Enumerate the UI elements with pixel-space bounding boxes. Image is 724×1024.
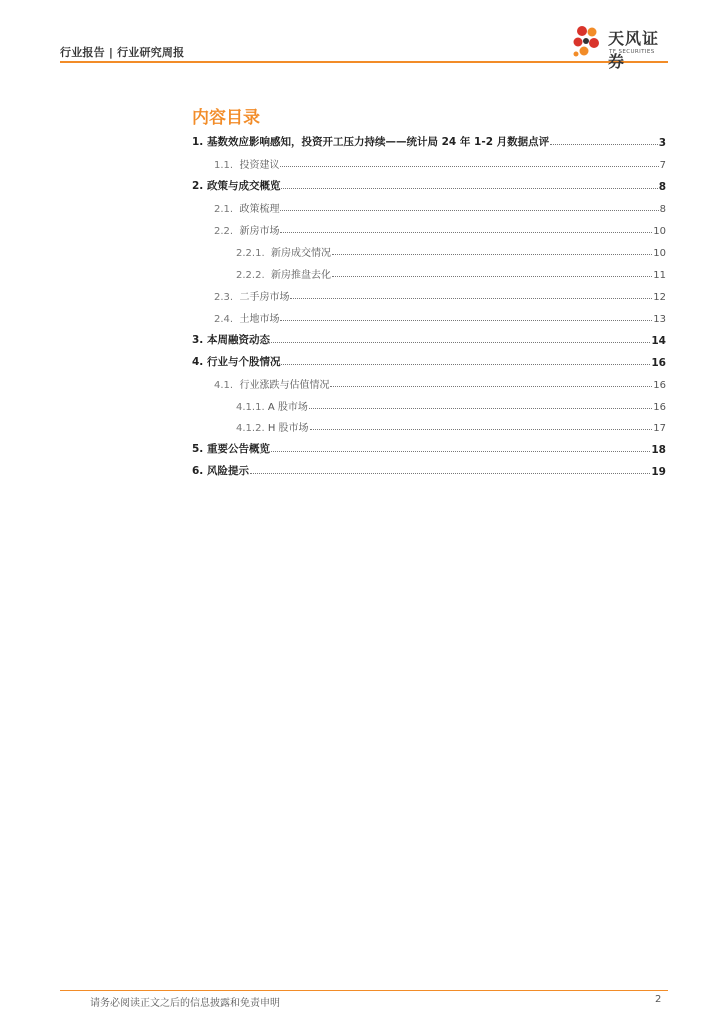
toc-entry-5[interactable] xyxy=(192,440,666,456)
toc-entry-number: 2. xyxy=(192,180,204,192)
toc-leader-dots xyxy=(281,188,657,189)
toc-entry-1-1[interactable] xyxy=(214,155,666,171)
toc-entry-page: 10 xyxy=(653,226,666,237)
toc-entry-number: 4.1.2. xyxy=(236,423,265,434)
toc-entry-page: 7 xyxy=(659,160,666,171)
toc-entry-number: 2.1. xyxy=(214,204,234,215)
header-divider xyxy=(60,61,668,63)
toc-entry-page: 3 xyxy=(658,137,666,149)
toc-entry-number: 2.3. xyxy=(214,292,234,303)
page-number: 2 xyxy=(655,994,662,1005)
toc-entry-text: 政策与成交概览 xyxy=(206,180,281,192)
toc-entry-page: 17 xyxy=(653,423,666,434)
toc-entry-number: 4.1.1. xyxy=(236,402,265,413)
toc-entry-text: 新房市场 xyxy=(239,226,280,237)
toc-entry-text: 政策梳理 xyxy=(239,204,280,215)
toc-entry-2-2[interactable] xyxy=(214,221,666,237)
toc-entry-page: 11 xyxy=(653,270,666,281)
toc-entry-number: 2.2. xyxy=(214,226,234,237)
toc-entry-text: 本周融资动态 xyxy=(206,334,270,346)
toc-entry-number: 2.2.2. xyxy=(236,270,265,281)
toc-entry-number: 3. xyxy=(192,334,204,346)
toc-entry-number: 6. xyxy=(192,465,204,477)
toc-entry-text: 重要公告概览 xyxy=(206,443,270,455)
toc-leader-dots xyxy=(550,144,658,145)
toc-entry-page: 16 xyxy=(653,402,666,413)
toc-leader-dots xyxy=(281,364,650,365)
toc-entry-2-4[interactable] xyxy=(214,309,666,325)
toc-entry-number: 4. xyxy=(192,356,204,368)
toc-entry-text: 新房推盘去化 xyxy=(270,270,331,281)
toc-entry-6[interactable] xyxy=(192,462,666,478)
toc-entry-number: 5. xyxy=(192,443,204,455)
toc-title: 内容目录 xyxy=(192,108,260,128)
toc-leader-dots xyxy=(280,210,658,211)
toc-entry-page: 12 xyxy=(653,292,666,303)
toc-leader-dots xyxy=(280,232,652,233)
toc-entry-text: 基数效应影响感知，投资开工压力持续——统计局 24 年 1-2 月数据点评 xyxy=(206,136,550,148)
footer-disclaimer: 请务必阅读正文之后的信息披露和免责申明 xyxy=(90,998,280,1009)
toc-leader-dots xyxy=(280,320,652,321)
toc-entry-2-2-1[interactable] xyxy=(236,243,666,259)
toc-entry-text: 投资建议 xyxy=(239,160,280,171)
toc-entry-text: A 股市场 xyxy=(267,402,308,413)
toc-entry-page: 16 xyxy=(651,357,666,369)
toc-entry-4-1-1[interactable] xyxy=(236,397,666,413)
logo-wordmark: 天风证券 xyxy=(608,29,660,71)
toc-entry-page: 10 xyxy=(653,248,666,259)
toc-entry-text: 行业涨跌与估值情况 xyxy=(239,380,330,391)
toc-entry-text: H 股市场 xyxy=(267,423,309,434)
header-title: 行业报告 | 行业研究周报 xyxy=(60,46,185,59)
toc-entry-page: 14 xyxy=(651,335,666,347)
toc-leader-dots xyxy=(310,429,653,430)
toc-leader-dots xyxy=(309,408,652,409)
toc-entry-1[interactable] xyxy=(192,133,666,149)
toc-entry-text: 新房成交情况 xyxy=(270,248,331,259)
footer-divider xyxy=(60,990,668,991)
toc-leader-dots xyxy=(250,473,650,474)
toc-entry-text: 行业与个股情况 xyxy=(206,356,281,368)
toc-entry-number: 2.2.1. xyxy=(236,248,265,259)
toc-entry-2-3[interactable] xyxy=(214,287,666,303)
toc-leader-dots xyxy=(290,298,652,299)
toc-entry-page: 8 xyxy=(659,204,666,215)
toc-entry-2[interactable] xyxy=(192,177,666,193)
toc-entry-number: 4.1. xyxy=(214,380,234,391)
toc-entry-text: 风险提示 xyxy=(206,465,249,477)
toc-entry-2-1[interactable] xyxy=(214,199,666,215)
toc-entry-page: 13 xyxy=(653,314,666,325)
toc-leader-dots xyxy=(271,451,650,452)
toc-entry-page: 18 xyxy=(651,444,666,456)
toc-leader-dots xyxy=(280,166,658,167)
toc-entry-text: 土地市场 xyxy=(239,314,280,325)
toc-leader-dots xyxy=(271,342,650,343)
company-logo xyxy=(570,23,670,71)
toc-entry-number: 1. xyxy=(192,136,204,148)
toc-entry-number: 1.1. xyxy=(214,160,234,171)
toc-entry-3[interactable] xyxy=(192,331,666,347)
toc-entry-number: 2.4. xyxy=(214,314,234,325)
toc-leader-dots xyxy=(330,386,652,387)
toc-entry-page: 8 xyxy=(658,181,666,193)
toc-leader-dots xyxy=(332,254,652,255)
toc-entry-4[interactable] xyxy=(192,353,666,369)
toc-entry-page: 19 xyxy=(651,466,666,478)
toc-entry-4-1[interactable] xyxy=(214,375,666,391)
logo-subtitle: TF SECURITIES xyxy=(609,49,655,55)
toc-entry-2-2-2[interactable] xyxy=(236,265,666,281)
toc-entry-text: 二手房市场 xyxy=(239,292,290,303)
toc-entry-4-1-2[interactable] xyxy=(236,418,666,434)
toc-entry-page: 16 xyxy=(653,380,666,391)
flower-logo-icon xyxy=(570,23,606,61)
toc-leader-dots xyxy=(332,276,652,277)
